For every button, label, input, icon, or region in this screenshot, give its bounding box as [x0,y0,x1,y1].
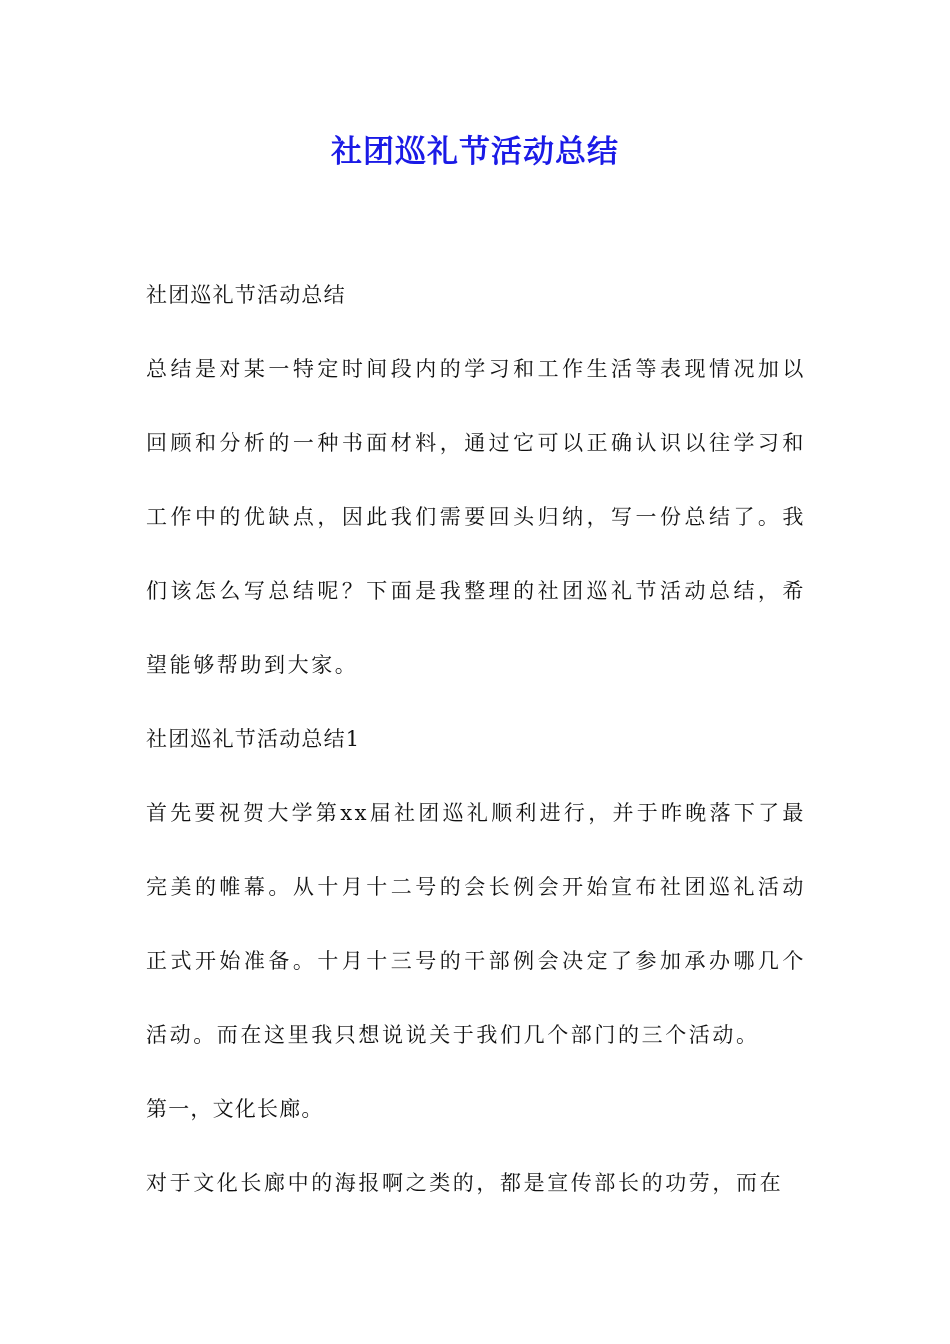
document-title: 社团巡礼节活动总结 [331,134,619,170]
intro-paragraph: 总结是对某一特定时间段内的学习和工作生活等表现情况加以回顾和分析的一种书面材料，通过它可以正确认识以往学习和工作中的优缺点，因此我们需要回头归纳，写一份总结了。我们该怎么写总结呢？下面是我整理的社团巡礼节活动总结，希望能够帮助到大家。 [146,357,806,677]
subsection-heading-culture-corridor: 第一，文化长廊。 [146,1097,324,1121]
culture-corridor-paragraph: 对于文化长廊中的海报啊之类的，都是宣传部长的功劳，而在 [146,1171,784,1195]
section-heading-1: 社团巡礼节活动总结1 [146,727,361,751]
section-1-paragraph: 首先要祝贺大学第xx届社团巡礼顺利进行，并于昨晚落下了最完美的帷幕。从十月十二号的会长例会开始宣布社团巡礼活动正式开始准备。十月十三号的干部例会决定了参加承办哪几个活动。而在这里我只想说说关于我们几个部门的三个活动。 [146,801,806,1047]
intro-heading: 社团巡礼节活动总结 [146,283,346,307]
document-body [146,258,806,1220]
